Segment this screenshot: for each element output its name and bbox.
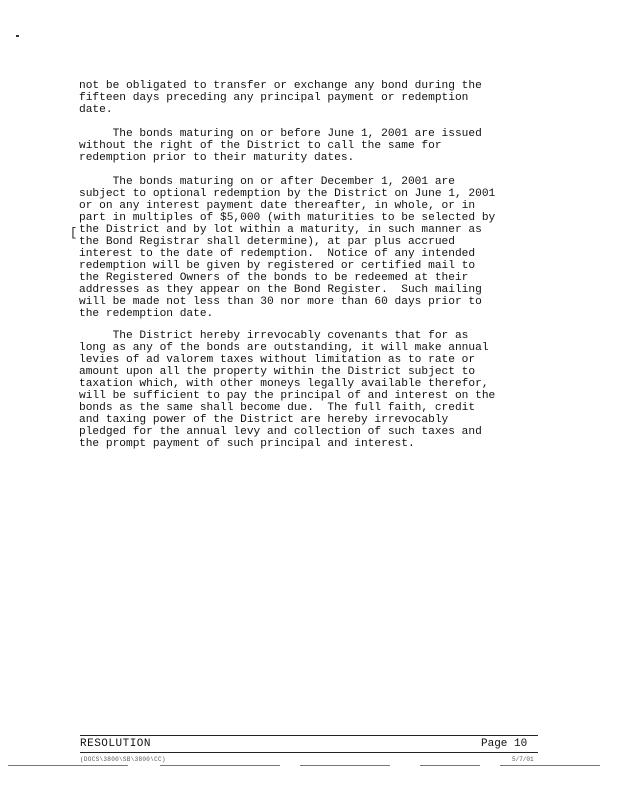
text-line: the redemption date. [79, 308, 214, 320]
text-line: The District hereby irrevocably covenants that for as [79, 330, 469, 342]
document-code: (DOCS\3800\SB\3800\CC) [80, 756, 166, 763]
text-line: bonds as the same shall become due. The full faith, credit [79, 402, 476, 414]
text-line: will be sufficient to pay the principal of and interest on the [79, 390, 496, 402]
text-line: The bonds maturing on or before June 1, 2001 are issued [79, 128, 482, 140]
scan-artifact-line [500, 765, 600, 766]
text-line: and taxing power of the District are hereby irrevocably [79, 414, 449, 426]
text-line: date. [79, 104, 113, 116]
scan-artifact-line [420, 765, 480, 766]
text-line: without the right of the District to call the same for [79, 140, 442, 152]
text-line: The bonds maturing on or after December 1, 2001 are [79, 176, 455, 188]
footer-title: RESOLUTION [80, 738, 152, 750]
text-line: pledged for the annual levy and collection of such taxes and [79, 426, 482, 438]
paragraph-3 [79, 176, 539, 320]
text-line: long as any of the bonds are outstanding, it will make annual [79, 342, 489, 354]
scan-speck [16, 35, 19, 37]
text-line: levies of ad valorem taxes without limitation as to rate or [79, 354, 476, 366]
scan-artifact-line [160, 765, 280, 766]
text-line: part in multiples of $5,000 (with maturities to be selected by [79, 212, 496, 224]
scan-artifact-line [300, 765, 390, 766]
text-line: taxation which, with other moneys legally available therefor, [79, 378, 489, 390]
text-line: not be obligated to transfer or exchange any bond during the [79, 80, 482, 92]
text-line: the prompt payment of such principal and interest. [79, 438, 415, 450]
text-line: subject to optional redemption by the District on June 1, 2001 [79, 188, 496, 200]
text-line: redemption will be given by registered or certified mail to [79, 260, 476, 272]
document-date: 5/7/01 [512, 756, 534, 763]
scan-artifact-line [8, 765, 128, 766]
text-line: the District and by lot within a maturity, in such manner as [79, 224, 482, 236]
text-line: interest to the date of redemption. Notice of any intended [79, 248, 476, 260]
paragraph-1 [79, 80, 539, 116]
footer-rule-bottom [80, 752, 538, 753]
text-line: will be made not less than 30 nor more than 60 days prior to [79, 296, 482, 308]
page-number: Page 10 [481, 738, 528, 750]
text-line: fifteen days preceding any principal payment or redemption [79, 92, 469, 104]
text-line: redemption prior to their maturity dates. [79, 152, 355, 164]
text-line: addresses as they appear on the Bond Register. Such mailing [79, 284, 482, 296]
text-line: or on any interest payment date thereafter, in whole, or in [79, 200, 476, 212]
text-line: the Registered Owners of the bonds to be redeemed at their [79, 272, 469, 284]
text-line: amount upon all the property within the District subject to [79, 366, 476, 378]
footer-rule-top [80, 735, 538, 736]
text-line: the Bond Registrar shall determine), at par plus accrued [79, 236, 455, 248]
margin-bracket-mark: [ [70, 226, 78, 240]
paragraph-2 [79, 128, 539, 164]
paragraph-4 [79, 330, 539, 450]
